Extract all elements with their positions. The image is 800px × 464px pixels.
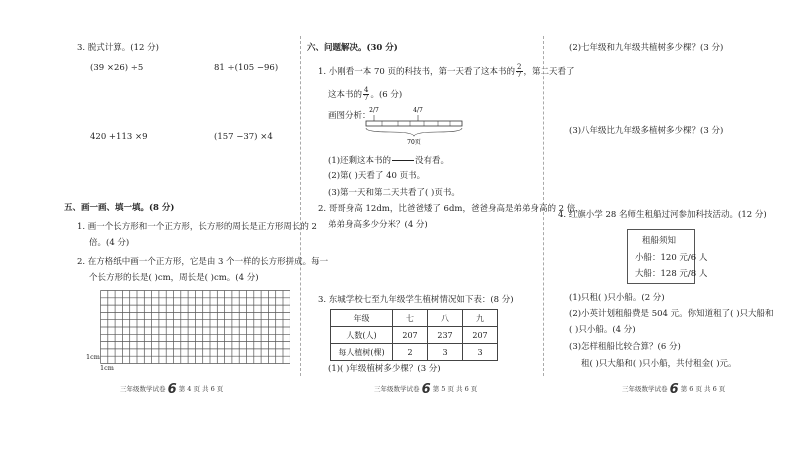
- table-cell: 每人植树(棵): [331, 344, 393, 361]
- sub1-text-a: (1)还剩这本书的: [328, 156, 392, 166]
- q2-line1: 2. 在方格纸中画一个正方形，它是由 3 个一样的长方形拼成。每一: [77, 257, 329, 267]
- sub1: [328, 153, 449, 168]
- grid-unit-label-bottom: 1cm: [100, 364, 114, 372]
- q2-line1: 2. 哥哥身高 12dm，比爸爸矮了 6dm，爸爸身高是弟弟身高的 2 倍，: [318, 204, 584, 214]
- q3-sub2: (2)七年级和九年级共植树多少棵？(3 分): [569, 43, 724, 53]
- section6-title: 六、问题解决。(30 分): [307, 43, 398, 53]
- sub1-text-b: 没有看。: [415, 156, 450, 166]
- q1-line1: 1. 画一个长方形和一个正方形，长方形的周长是正方形周长的 2: [77, 222, 317, 232]
- table-cell: 3: [428, 344, 463, 361]
- q4-sub2-line2: ( )只小船。(4 分): [569, 325, 636, 335]
- notice-big-boat: 大船：128 元/8 人: [635, 269, 708, 279]
- footer-logo-number: 6: [421, 382, 431, 397]
- page-footer: [120, 383, 223, 396]
- expression-4: (157 −37) ×4: [214, 132, 273, 142]
- footer-logo-number: 6: [669, 382, 679, 397]
- table-header-cell: 九: [463, 310, 498, 327]
- q1-text-d: 。(6 分): [370, 90, 403, 100]
- tree-planting-table: [330, 309, 498, 361]
- diagram-fraction-1: 2/7: [369, 107, 379, 114]
- table-cell: 237: [428, 327, 463, 344]
- notice-title: 租船须知: [642, 236, 677, 246]
- table-cell: 207: [393, 327, 428, 344]
- q2-line2: 个长方形的长是( )cm，周长是( )cm。(4 分): [89, 273, 259, 283]
- square-grid[interactable]: [100, 290, 290, 364]
- table-header-row: [331, 310, 498, 327]
- expression-3: 420 +113 ×9: [90, 132, 148, 142]
- blank-fraction[interactable]: [392, 153, 414, 168]
- q4-sub2-line1: (2)小英计划租船费是 504 元。你知道租了( )只大船和: [569, 309, 774, 319]
- expression-1: (39 ×26) ÷5: [90, 63, 144, 73]
- footer-page: 第 4 页 共 6 页: [178, 385, 224, 393]
- table-header-cell: 年级: [331, 310, 393, 327]
- q1-line2: [328, 87, 402, 102]
- table-row: [331, 327, 498, 344]
- diagram-fraction-2: 4/7: [413, 107, 423, 114]
- denominator: 7: [364, 94, 369, 102]
- boat-rental-notice: [627, 229, 708, 284]
- fraction: [516, 64, 522, 79]
- q1-text-a: 1. 小刚看一本 70 页的科技书，第一天看了这本书的: [318, 67, 516, 77]
- sub2: (2)第( )天看了 40 页书。: [328, 171, 426, 181]
- table-header-cell: 七: [393, 310, 428, 327]
- table-header-cell: 八: [428, 310, 463, 327]
- q1-line1: [318, 64, 575, 79]
- denominator: 7: [517, 71, 522, 79]
- section5-title: 五、画一画、填一填。(8 分): [64, 203, 175, 213]
- q4-sub3-line1: (3)怎样租船比较合算？(6 分): [569, 342, 681, 352]
- diagram-total: 70页: [407, 139, 421, 146]
- table-cell: 3: [463, 344, 498, 361]
- footer-page: 第 6 页 共 6 页: [680, 385, 726, 393]
- column-divider: [300, 36, 301, 376]
- numerator: 2: [517, 63, 522, 71]
- footer-page: 第 5 页 共 6 页: [432, 385, 478, 393]
- q3-sub3: (3)八年级比九年级多植树多少棵？(3 分): [569, 126, 724, 136]
- page-footer: [374, 383, 477, 396]
- q4-sub1: (1)只租( )只小船。(2 分): [569, 293, 665, 303]
- page-footer: [622, 383, 725, 396]
- table-cell: 2: [393, 344, 428, 361]
- footer-text: 三年级数学试卷: [374, 385, 420, 393]
- fraction: [363, 87, 369, 102]
- table-cell: 人数(人): [331, 327, 393, 344]
- footer-text: 三年级数学试卷: [622, 385, 668, 393]
- sub3: (3)第一天和第二天共看了( )页书。: [328, 188, 460, 198]
- notice-small-boat: 小船：120 元/6 人: [635, 253, 708, 263]
- q1-line2: 倍。(4 分): [89, 238, 130, 248]
- q3-title: 3. 脱式计算。(12 分): [77, 43, 159, 53]
- line-segment-diagram: [364, 102, 464, 148]
- table-cell: 207: [463, 327, 498, 344]
- q3-sub1: (1)( )年级植树多少棵？(3 分): [328, 364, 441, 374]
- footer-logo-number: 6: [167, 382, 177, 397]
- table-row: [331, 344, 498, 361]
- q2-line2: 弟弟身高多少分米？(4 分): [328, 220, 428, 230]
- q1-text-b: ，第二天看了: [523, 67, 575, 77]
- q3-line1: 3. 东城学校七至九年级学生植树情况如下表：(8 分): [318, 295, 514, 305]
- q4-title: 4. 红旗小学 28 名师生租船过河参加科技活动。(12 分): [558, 210, 767, 220]
- diagram-label: 画图分析：: [328, 111, 371, 121]
- numerator: 4: [364, 86, 369, 94]
- grid-unit-label-left: 1cm: [86, 353, 100, 361]
- q1-text-c: 这本书的: [328, 90, 363, 100]
- footer-text: 三年级数学试卷: [120, 385, 166, 393]
- expression-2: 81 ÷(105 −96): [214, 63, 279, 73]
- q4-sub3-line2: 租( )只大船和( )只小船，共付租金( )元。: [581, 359, 737, 369]
